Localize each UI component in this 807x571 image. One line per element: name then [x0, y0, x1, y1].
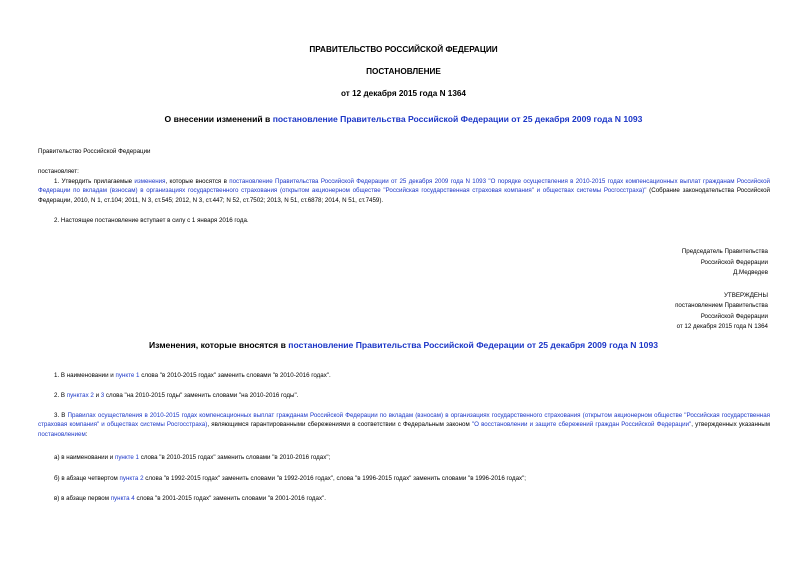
approved-by: постановлением Правительства	[675, 302, 768, 309]
title-prefix: О внесении изменений в	[164, 114, 273, 124]
signature-position: Председатель Правительства	[681, 248, 768, 255]
change-3-text-c: , утвержденных указанным	[691, 421, 771, 429]
p1-link-changes[interactable]: изменения	[134, 178, 166, 185]
change-3-text-b: , являющимся гарантированными сбережениями в соответствии с Федеральным законом	[207, 421, 472, 429]
change-3	[38, 411, 770, 439]
paragraph-2: 2. Настоящее постановление вступает в силу с 1 января 2016 года.	[54, 217, 249, 224]
approved-heading: УТВЕРЖДЕНЫ	[724, 292, 768, 299]
change-2-text-b: и	[93, 392, 101, 399]
signature-name: Д.Медведев	[733, 269, 768, 276]
p1-text-c: (Собрание законодательства Российской Федерации, 2010, N 1, ст.104; 2011, N 3, ст.545; 2012, N 3, ст.447; N 52, ст.7502; 2013, N 51, ст.6878; 2014, N 51, ст.7459).	[38, 187, 770, 204]
change-1-text-b: слова "в 2010-2015 годах" заменить словами "в 2010-2016 годах".	[139, 372, 331, 379]
changes-title	[0, 341, 807, 350]
change-3c-text-a: в) в абзаце первом	[54, 495, 111, 502]
approved-country: Российской Федерации	[700, 313, 768, 320]
change-2-text-a: 2. В	[54, 392, 67, 399]
change-3b-text-a: б) в абзаце четвертом	[54, 475, 120, 482]
intro-government: Правительство Российской Федерации	[38, 148, 151, 155]
change-3b	[38, 474, 770, 483]
change-3c-link[interactable]: пункта 4	[110, 495, 135, 502]
change-2-link-p3[interactable]: 3	[100, 392, 105, 399]
change-3b-text-b: слова "в 1992-2015 годах" заменить словами "в 1992-2016 годах", слова "в 1996-2015 годах" заменить словами "в 1996-2016 годах";	[143, 475, 527, 482]
change-3a-link[interactable]: пункте 1	[114, 454, 139, 461]
change-3-text-d: :	[85, 430, 88, 438]
title-link[interactable]: постановление Правительства Российской Федерации от 25 декабря 2009 года N 1093	[272, 114, 643, 124]
change-3c	[38, 494, 770, 503]
government-heading: ПРАВИТЕЛЬСТВО РОССИЙСКОЙ ФЕДЕРАЦИИ	[309, 45, 498, 54]
p1-text-b: , которые вносятся в	[165, 178, 230, 185]
change-1-link[interactable]: пункте 1	[115, 372, 140, 379]
document-type: ПОСТАНОВЛЕНИЕ	[366, 67, 441, 76]
change-3a-text-a: а) в наименовании и	[54, 454, 115, 461]
change-2	[38, 391, 770, 400]
change-2-text-c: слова "на 2010-2015 годы" заменить словами "на 2010-2016 годы".	[104, 392, 299, 399]
change-1	[38, 371, 770, 380]
document-date: от 12 декабря 2015 года N 1364	[341, 89, 466, 98]
change-3c-text-b: слова "в 2001-2015 годах" заменить словами "в 2001-2016 годах".	[134, 495, 326, 502]
document-title	[0, 115, 807, 124]
change-3-text-a: 3. В	[54, 412, 68, 419]
change-3-link-law[interactable]: "О восстановлении и защите сбережений граждан Российской Федерации"	[471, 421, 692, 429]
change-3a	[38, 453, 770, 462]
p1-link-decree[interactable]: постановление Правительства Российской Федерации от 25 декабря 2009 года N 1093 "О порядке осуществления в 2010-2015 годах компенсационных выплат гражданам Российской Федерации по вкладам (взносам) в организациях государственного страхования (открытом акционерном обществе "Российская государственная страховая компания" и обществах системы Росгосстраха)"	[38, 178, 770, 195]
paragraph-1	[38, 177, 770, 205]
change-3-link-decree[interactable]: постановлением	[38, 430, 86, 438]
change-3b-link[interactable]: пункта 2	[119, 475, 144, 482]
change-2-link-p2[interactable]: пунктах 2	[66, 392, 94, 399]
change-3-link-rules[interactable]: Правилах осуществления в 2010-2015 годах компенсационных выплат гражданам Российской Федерации по вкладам (взносам) в организациях государственного страхования (открытом акционерном обществе "Российская государственная страховая компания" и обществах системы Росгосстраха)	[38, 412, 770, 429]
change-1-text-a: 1. В наименовании и	[54, 372, 116, 379]
approved-date: от 12 декабря 2015 года N 1364	[676, 323, 768, 330]
changes-title-prefix: Изменения, которые вносятся в	[148, 340, 289, 350]
intro-decrees: постановляет:	[38, 168, 79, 175]
changes-title-link[interactable]: постановление Правительства Российской Федерации от 25 декабря 2009 года N 1093	[288, 340, 659, 350]
change-3a-text-b: слова "в 2010-2015 годах" заменить словами "в 2010-2016 годах";	[139, 454, 331, 461]
p1-text-a: 1. Утвердить прилагаемые	[54, 178, 135, 185]
signature-country: Российской Федерации	[700, 259, 768, 266]
